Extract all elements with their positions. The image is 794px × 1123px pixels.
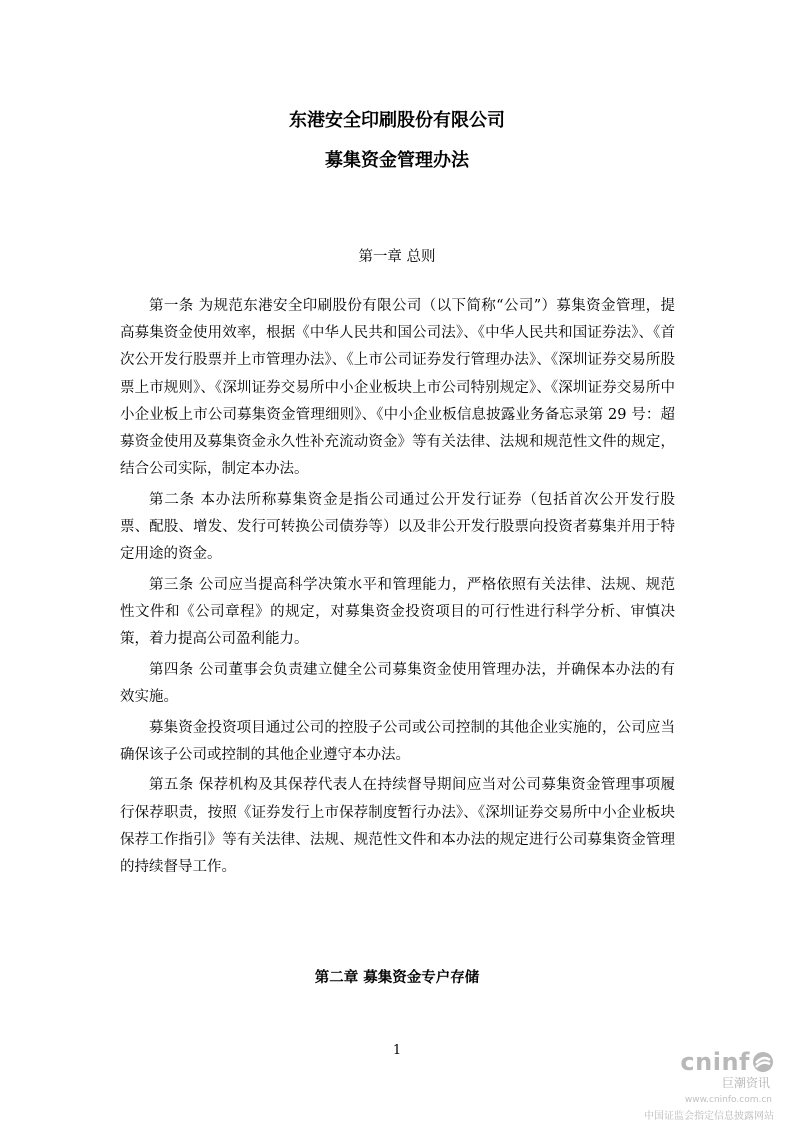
page-number: 1: [392, 1043, 402, 1058]
document-body: [120, 293, 675, 885]
article-4-supplement: 募集资金投资项目通过公司的控股子公司或公司控制的其他企业实施的，公司应当确保该子公司或控制的其他企业遵守本办法。: [120, 719, 675, 763]
article-4: 第四条 公司董事会负责建立健全公司募集资金使用管理办法，并确保本办法的有效实施。: [120, 661, 675, 706]
article-1: 第一条 为规范东港安全印刷股份有限公司（以下简称“公司”）募集资金管理，提高募集资金使用效率，根据《中华人民共和国公司法》、《中华人民共和国证券法》、《首次公开发行股票并上市管理办法》、《上市公司证券发行管理办法》、《深圳证券交易所股票上市规则》、《深圳证券交易所中小企业板块上市公司特别规定》、《深圳证券交易所中小企业板上市公司募集资金管理细则》、《中小企业板信息披露业务备忘录第 29 号：超募资金使用及募集资金永久性补充流动资金》等有关法律、法规和规范性文件的规定，结合公司实际，制定本办法。: [120, 298, 675, 478]
company-title: 东港安全印刷股份有限公司: [289, 110, 505, 131]
cninfo-brand-cn: 巨潮资讯: [721, 1076, 770, 1090]
cninfo-footer: 中国证监会指定信息披露网站: [644, 1111, 774, 1122]
article-3: 第三条 公司应当提高科学决策水平和管理能力，严格依照有关法律、法规、规范性文件和《公司章程》的规定，对募集资金投资项目的可行性进行科学分析、审慎决策，着力提高公司盈利能力。: [120, 576, 675, 648]
article-2: 第二条 本办法所称募集资金是指公司通过公开发行证券（包括首次公开发行股票、配股、增发、发行可转换公司债券等）以及非公开发行股票向投资者募集并用于特定用途的资金。: [120, 491, 675, 563]
cninfo-brand: cninf: [680, 1048, 750, 1076]
cninfo-watermark: [634, 1048, 774, 1122]
document-title: 募集资金管理办法: [325, 150, 469, 171]
chapter-heading-2: 第二章 募集资金专户存储: [314, 970, 480, 986]
cninfo-url: www.cninfo.com.cn: [684, 1095, 772, 1105]
chapter-heading-1: 第一章 总则: [358, 249, 436, 265]
article-5: 第五条 保荐机构及其保荐代表人在持续督导期间应当对公司募集资金管理事项履行保荐职责，按照《证券发行上市保荐制度暂行办法》、《深圳证券交易所中小企业板块保荐工作指引》等有关法律、法规、规范性文件和本办法的规定进行公司募集资金管理的持续督导工作。: [120, 777, 675, 876]
cninfo-logo-icon: [752, 1051, 774, 1073]
